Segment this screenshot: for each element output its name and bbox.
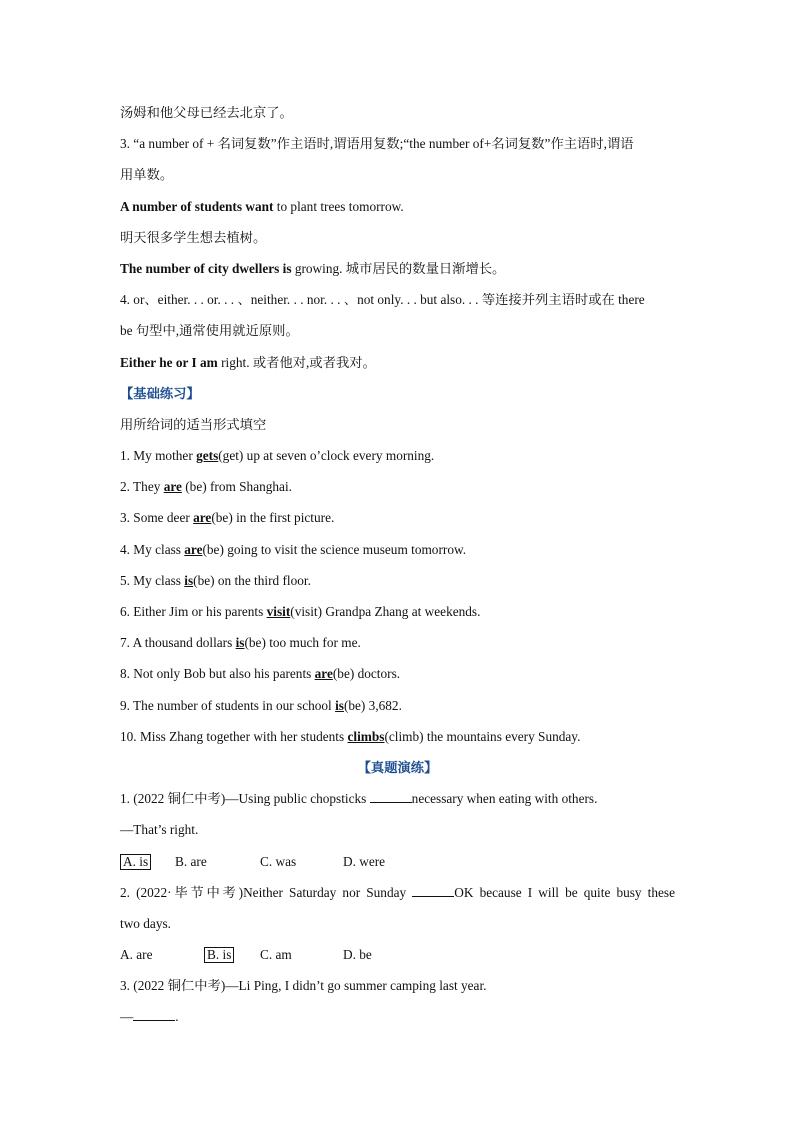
exercise-text: (visit) Grandpa Zhang at weekends. [290,604,481,619]
text-line [120,159,675,190]
exercise-answer: climbs [347,728,385,744]
question-text: 2. (2022·毕节中考)Neither Saturday nor Sunday [120,884,413,900]
text-line [120,222,675,253]
exercise-item [120,596,675,627]
rule-text: 4. or、either. . . or. . . 、neither. . . nor. . . 、not only. . . but also. . . 等连接并列主语时或在 there [120,292,645,308]
section-heading-text: 【基础练习】 [120,385,200,401]
example-line [120,347,675,378]
option-answer[interactable] [204,939,260,970]
exercise-text: (be) in the first picture. [211,510,335,526]
option[interactable] [260,846,343,877]
example-rest: right. 或者他对,或者我对。 [217,354,376,370]
exercise-text: 2. They [120,479,164,495]
option[interactable] [343,846,403,877]
exercise-item [120,440,675,471]
exercise-text: (be) on the third floor. [193,572,311,588]
exercise-text: (be) too much for me. [244,635,361,651]
exercise-answer: are [184,541,203,557]
option-label: B. is [204,947,234,963]
translation-text: 汤姆和他父母已经去北京了。 [120,105,293,120]
exercise-text: 7. A thousand dollars [120,635,236,651]
exercise-list [120,440,675,752]
exercise-answer: are [193,510,212,526]
exercise-item [120,565,675,596]
period: . [175,1009,179,1025]
exercise-item [120,502,675,533]
option-label: A. is [120,854,151,870]
question-text: 1. (2022 铜仁中考)—Using public chopsticks [120,791,370,807]
example-rest: growing. 城市居民的数量日渐增长。 [291,260,506,276]
option[interactable] [260,939,343,970]
exercise-text: (climb) the mountains every Sunday. [384,728,581,744]
option-label: A. are [120,947,153,963]
question-line [120,877,675,908]
example-subject: Either he or I am [120,354,218,370]
exercise-text: 3. Some deer [120,510,194,526]
text-line [120,315,675,346]
option-label: B. are [175,853,207,869]
question-line [120,970,675,1001]
exercise-text: 8. Not only Bob but also his parents [120,666,315,682]
text-line [120,97,675,128]
example-line [120,191,675,222]
text-line [120,128,675,159]
question-text: OK because I will be quite busy these [454,884,675,900]
option[interactable] [175,846,260,877]
exercise-item [120,690,675,721]
rule-text: 3. “a number of + 名词复数”作主语时,谓语用复数;“the number of+名词复数”作主语时,谓语 [120,136,634,152]
dialogue-reply: —That’s right. [120,822,199,838]
text-line [120,284,675,315]
exercise-text: (be) from Shanghai. [181,479,292,495]
example-subject: A number of students want [120,198,274,214]
exercise-item [120,658,675,689]
exercise-answer: are [314,666,333,682]
exercise-item [120,471,675,502]
translation-text: 明天很多学生想去植树。 [120,229,267,245]
option-answer[interactable] [120,846,175,877]
example-line [120,253,675,284]
question-line [120,1001,675,1032]
answer-blank[interactable] [370,790,412,803]
option[interactable] [343,939,403,970]
answer-blank[interactable] [412,884,454,897]
question-line [120,783,675,814]
section-heading [120,378,675,409]
exercise-text: 1. My mother [120,448,197,464]
exercise-text: 6. Either Jim or his parents [120,604,267,619]
rule-text: be 句型中,通常使用就近原则。 [120,323,299,339]
exercise-text: 5. My class [120,572,185,588]
question-text: necessary when eating with others. [411,791,598,807]
exercise-text: (be) doctors. [332,666,401,682]
exercise-item [120,534,675,565]
exercise-item [120,627,675,658]
exercise-text: (be) going to visit the science museum tomorrow. [202,541,467,557]
exercise-answer: gets [196,448,219,464]
exercise-text: 9. The number of students in our school [120,697,336,713]
instruction-text: 用所给词的适当形式填空 [120,416,267,432]
example-rest: to plant trees tomorrow. [273,198,404,214]
exercise-text: (be) 3,682. [343,697,402,713]
exercise-answer: is [335,697,344,713]
option[interactable] [120,939,204,970]
exercise-answer: visit [266,604,291,619]
option-label: C. was [260,853,297,869]
option-label: D. were [343,853,386,869]
question-text: two days. [120,915,171,931]
exercise-text: (get) up at seven o’clock every morning. [218,448,435,464]
exercise-text: 10. Miss Zhang together with her students [120,728,348,744]
section-heading [120,752,675,783]
question-text: 3. (2022 铜仁中考)—Li Ping, I didn’t go summer camping last year. [120,978,487,994]
option-label: C. am [260,947,292,963]
question-line [120,814,675,845]
instruction [120,409,675,440]
exercise-answer: are [163,479,182,495]
example-subject: The number of city dwellers is [120,260,292,276]
option-label: D. be [343,947,372,963]
section-heading-text: 【真题演练】 [357,759,438,775]
options-row [120,846,675,877]
exercise-item [120,721,675,752]
rule-text: 用单数。 [120,167,174,183]
dialogue-dash: — [120,1009,134,1025]
question-line [120,908,675,939]
document-page [120,97,675,1033]
exercise-text: 4. My class [120,541,185,557]
options-row [120,939,675,970]
exercise-answer: is [235,635,245,651]
exercise-answer: is [184,572,194,588]
answer-blank[interactable] [133,1008,175,1021]
